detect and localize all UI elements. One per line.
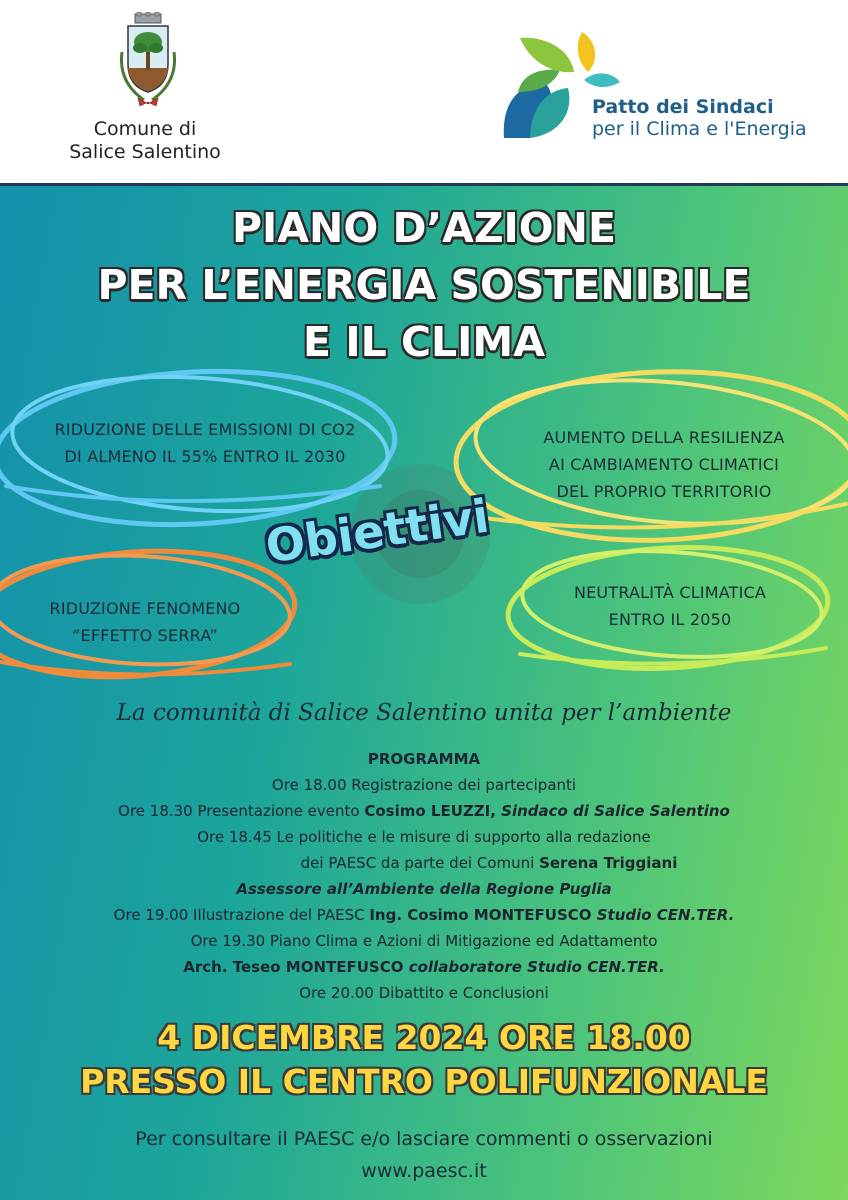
- event-date: 4 DICEMBRE 2024 ORE 18.00: [157, 1018, 691, 1057]
- programma-row-8-role: collaboratore Studio CEN.TER.: [408, 958, 665, 976]
- event-location: PRESSO IL CENTRO POLIFUNZIONALE: [80, 1062, 768, 1101]
- page-title: [0, 200, 848, 371]
- programma-row-2-speaker: Cosimo LEUZZI,: [364, 802, 502, 820]
- tagline: La comunità di Salice Salentino unita per l’ambiente: [116, 700, 732, 726]
- programma-row-8: [0, 954, 848, 980]
- programma-row-6-text: Ore 19.00 Illustrazione del PAESC: [113, 906, 370, 924]
- comune-crest-icon: [110, 12, 186, 110]
- objective-co2: [10, 416, 400, 470]
- programma-row-9: Ore 20.00 Dibattito e Conclusioni: [299, 984, 549, 1002]
- event-date-location: [0, 1016, 848, 1104]
- footer: [0, 1123, 848, 1187]
- programma-row-7: Ore 19.30 Piano Clima e Azioni di Mitigazione ed Adattamento: [190, 932, 658, 950]
- objective-effetto-serra-line2: “EFFETTO SERRA”: [72, 626, 218, 645]
- objective-co2-line2: DI ALMENO IL 55% ENTRO IL 2030: [64, 447, 346, 466]
- programma-row-4: [0, 850, 848, 876]
- objective-resilienza-line1: AUMENTO DELLA RESILIENZA: [543, 428, 785, 447]
- objective-resilienza-line2: AI CAMBIAMENTO CLIMATICI: [548, 455, 780, 474]
- title-line2: PER L’ENERGIA SOSTENIBILE: [97, 261, 751, 309]
- programma-row-5: Assessore all’Ambiente della Regione Puglia: [236, 880, 612, 898]
- comune-line1: Comune di: [93, 118, 197, 140]
- objective-neutralita-line1: NEUTRALITÀ CLIMATICA: [573, 583, 767, 602]
- swirl-yellow-3: [470, 504, 846, 528]
- programma-row-2-text: Ore 18.30 Presentazione evento: [118, 802, 365, 820]
- programma-row-6: [0, 902, 848, 928]
- programma-row-4-speaker: Serena Triggiani: [539, 854, 678, 872]
- footer-text: Per consultare il PAESC e/o lasciare commenti o osservazioni: [135, 1128, 713, 1150]
- footer-url[interactable]: www.paesc.it: [361, 1160, 487, 1182]
- objective-neutralita-line2: ENTRO IL 2050: [608, 610, 732, 629]
- objective-co2-line1: RIDUZIONE DELLE EMISSIONI DI CO2: [54, 420, 356, 439]
- programma: [0, 746, 848, 1006]
- programma-row-2-role: Sindaco di Salice Salentino: [501, 802, 730, 820]
- comune-name: [60, 118, 230, 164]
- main-panel: [0, 186, 848, 1200]
- title-line1: PIANO D’AZIONE: [232, 204, 616, 252]
- programma-row-2: [0, 798, 848, 824]
- programma-row-1: Ore 18.00 Registrazione dei partecipanti: [271, 776, 577, 794]
- objective-effetto-serra: [0, 595, 290, 649]
- objective-resilienza: [480, 424, 848, 505]
- objective-resilienza-line3: DEL PROPRIO TERRITORIO: [556, 482, 772, 501]
- programma-row-3: Ore 18.45 Le politiche e le misure di supporto alla redazione: [197, 828, 651, 846]
- objective-effetto-serra-line1: RIDUZIONE FENOMENO: [49, 599, 241, 618]
- title-line3: E IL CLIMA: [303, 318, 545, 366]
- patto-line2: per il Clima e l'Energia: [592, 118, 807, 140]
- comune-line2: Salice Salentino: [69, 141, 221, 163]
- programma-row-4-text: dei PAESC da parte dei Comuni: [300, 854, 540, 872]
- patto-dei-sindaci-text: [592, 96, 807, 140]
- programma-row-8-speaker: Arch. Teseo MONTEFUSCO: [183, 958, 409, 976]
- patto-line1: Patto dei Sindaci: [592, 96, 774, 118]
- header: [0, 0, 848, 183]
- programma-row-6-speaker: Ing. Cosimo MONTEFUSCO: [369, 906, 597, 924]
- programma-row-6-role: Studio CEN.TER.: [596, 906, 735, 924]
- objective-neutralita: [530, 579, 810, 633]
- obiettivi-label: Obiettivi: [262, 488, 493, 574]
- programma-heading: PROGRAMMA: [367, 750, 481, 768]
